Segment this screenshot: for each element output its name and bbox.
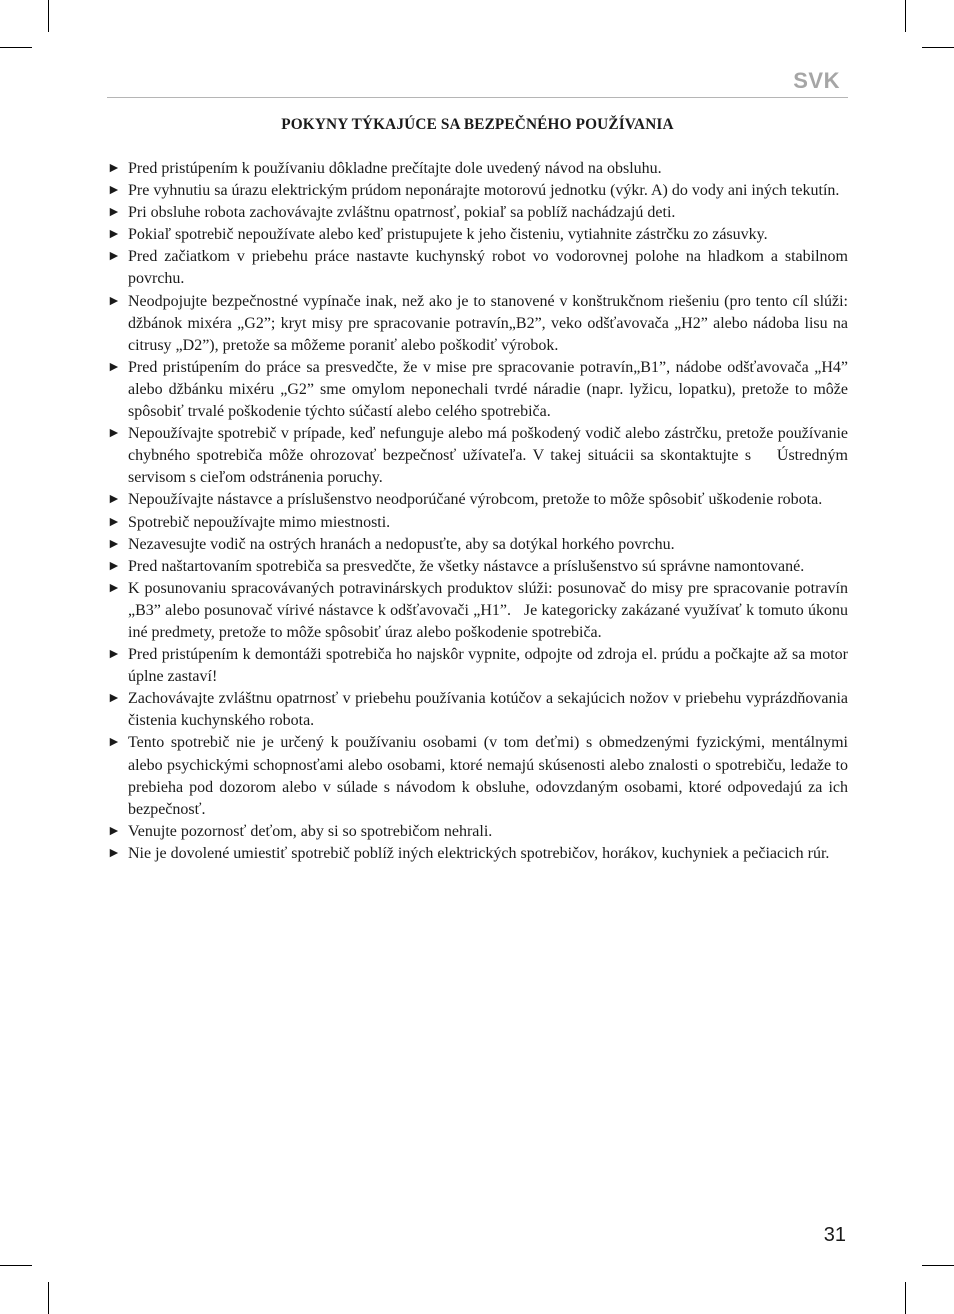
list-item-text: Pred pristúpením k používaniu dôkladne prečítajte dole uvedený návod na obsluhu.: [128, 160, 662, 177]
crop-mark: [48, 1282, 49, 1314]
list-item-text: Pred naštartovaním spotrebiča sa presvedčte, že všetky nástavce a príslušenstvo sú správne namontované.: [128, 557, 805, 575]
page-number: 31: [823, 1224, 846, 1246]
list-item: [107, 246, 852, 290]
bullet-arrow-icon: ►: [107, 691, 121, 707]
list-item: [107, 732, 852, 820]
crop-mark: [905, 0, 906, 32]
crop-mark: [48, 0, 49, 32]
bullet-arrow-icon: ►: [107, 536, 121, 552]
list-item: [107, 556, 848, 578]
crop-mark: [905, 1282, 906, 1314]
bullet-arrow-icon: ►: [107, 558, 121, 574]
list-item-text: Pokiaľ spotrebič nepoužívate alebo keď pristupujete k jeho čisteniu, vytiahnite zástrčku zo zásuvky.: [128, 226, 768, 244]
list-item-text: Nepoužívajte spotrebič v prípade, keď nefunguje alebo má poškodený vodič alebo zástrčku, pretože používanie chybného spotrebiča môže ohrozovať bezpečnosť užívateľa. V takej situácii sa skontaktujte s Ústredným servisom s cieľom odstránenia poruchy.: [128, 425, 852, 487]
list-item-text: Pred pristúpením k demontáži spotrebiča ho najskôr vypnite, odpojte od zdroja el. prúdu a počkajte až sa motor úplne zastaví!: [128, 646, 852, 686]
list-item: [107, 489, 848, 511]
bullet-arrow-icon: ►: [107, 249, 121, 265]
bullet-arrow-icon: ►: [107, 647, 121, 663]
list-item: [107, 688, 852, 732]
list-item: [107, 180, 848, 202]
list-item: [107, 423, 852, 489]
list-item-text: Nepoužívajte nástavce a príslušenstvo neodporúčané výrobcom, pretože to môže spôsobiť uškodenie robota.: [128, 491, 823, 509]
list-item-text: Pred začiatkom v priebehu práce nastavte kuchynský robot vo vodorovnej polohe na hladkom a stabilnom povrchu.: [128, 248, 852, 288]
crop-mark: [922, 47, 954, 48]
bullet-arrow-icon: ►: [107, 161, 121, 176]
bullet-arrow-icon: ►: [107, 359, 121, 375]
list-item-text: Venujte pozornosť deťom, aby si so spotrebičom nehrali.: [128, 822, 493, 840]
crop-mark: [0, 47, 32, 48]
bullet-arrow-icon: ►: [107, 205, 121, 221]
list-item: [107, 821, 848, 843]
language-code: SVK: [793, 68, 840, 93]
list-item-text: Pred pristúpením do práce sa presvedčte, že v mise pre spracovanie potravín„B1”, nádobe odšťavovača „H4” alebo džbánku mixéru „G2” sme omylom neponechali tvrdé náradie (napr. lyžicu, lopatku), pretože to môže spôsobiť trvalé poškodenie týchto súčastí alebo celého spotrebiča.: [128, 358, 852, 421]
bullet-arrow-icon: ►: [107, 492, 121, 508]
list-item-text: Nezavesujte vodič na ostrých hranách a nedopusťte, aby sa dotýkal horkého povrchu.: [128, 535, 675, 553]
list-item: [107, 534, 848, 556]
bullet-arrow-icon: ►: [107, 580, 121, 596]
list-item: [107, 578, 852, 644]
bullet-arrow-icon: ►: [107, 514, 121, 530]
crop-mark: [0, 1265, 32, 1266]
list-item-text: Pre vyhnutiu sa úrazu elektrickým prúdom neponárajte motorovú jednotku (výkr. A) do vody ani iných tekutín.: [128, 182, 840, 200]
bullet-arrow-icon: ►: [107, 426, 121, 442]
bullet-arrow-icon: ►: [107, 735, 121, 751]
bullet-arrow-icon: ►: [107, 845, 121, 861]
list-item: [107, 158, 848, 180]
list-item-text: Neodpojujte bezpečnostné vypínače inak, než ako je to stanovené v konštrukčnom riešeniu (pro tento cíl slúži: džbánok mixéra „G2”; kryt misy pre spracovanie potravín„B2”, veko odšťavovača „H2” alebo nádoba lisu na citrusy „D2”), pretože sa môžeme poraniť alebo poškodiť výrobok.: [128, 292, 852, 354]
list-item-text: K posunovaniu spracovávaných potravinárskych produktov slúži: posunovač do misy pre spracovanie potravín „B3” alebo posunovač vírivé nástavce k odšťavovači „H1”. Je kategoricky zakázané využívať k tomuto úkonu iné predmety, pretože to môže spôsobiť úraz alebo poškodenie spotrebiča.: [128, 579, 852, 641]
crop-mark: [922, 1265, 954, 1266]
safety-instructions-list: [107, 158, 852, 865]
bullet-arrow-icon: ►: [107, 823, 121, 839]
list-item-text: Pri obsluhe robota zachovávajte zvláštnu opatrnosť, pokiaľ sa poblíž nachádzajú deti.: [128, 204, 676, 222]
list-item: [107, 202, 848, 224]
list-item-text: Zachovávajte zvláštnu opatrnosť v priebehu používania kotúčov a sekajúcich nožov v priebehu vyprázdňovania čistenia kuchynského robota.: [128, 690, 852, 730]
list-item-text: Nie je dovolené umiestiť spotrebič poblíž iných elektrických spotrebičov, horákov, kuchyniek a pečiacich rúr.: [128, 844, 830, 862]
list-item: [107, 224, 848, 246]
list-item: [107, 512, 848, 534]
bullet-arrow-icon: ►: [107, 227, 121, 243]
list-item-text: Spotrebič nepoužívajte mimo miestnosti.: [128, 513, 391, 531]
list-item-text: Tento spotrebič nie je určený k používaniu osobami (v tom deťmi) s obmedzenými fyzickými, mentálnymi alebo psychickými schopnosťami alebo osobami, ktoré nemajú skúsenosti alebo znalosti o spotrebiču, ledaže to prebieha pod dozorom alebo v súlade s návodom k obsluhe, odovzdaným osobami, ktoré odpovedajú za ich bezpečnosť.: [128, 734, 852, 818]
list-item: [107, 291, 852, 357]
page-title: POKYNY TÝKAJÚCE SA BEZPEČNÉHO POUŽÍVANIA: [281, 116, 674, 133]
list-item: [107, 644, 852, 688]
list-item: [107, 843, 848, 865]
header-divider: [107, 97, 848, 98]
bullet-arrow-icon: ►: [107, 183, 121, 199]
bullet-arrow-icon: ►: [107, 293, 121, 309]
list-item: [107, 357, 852, 423]
